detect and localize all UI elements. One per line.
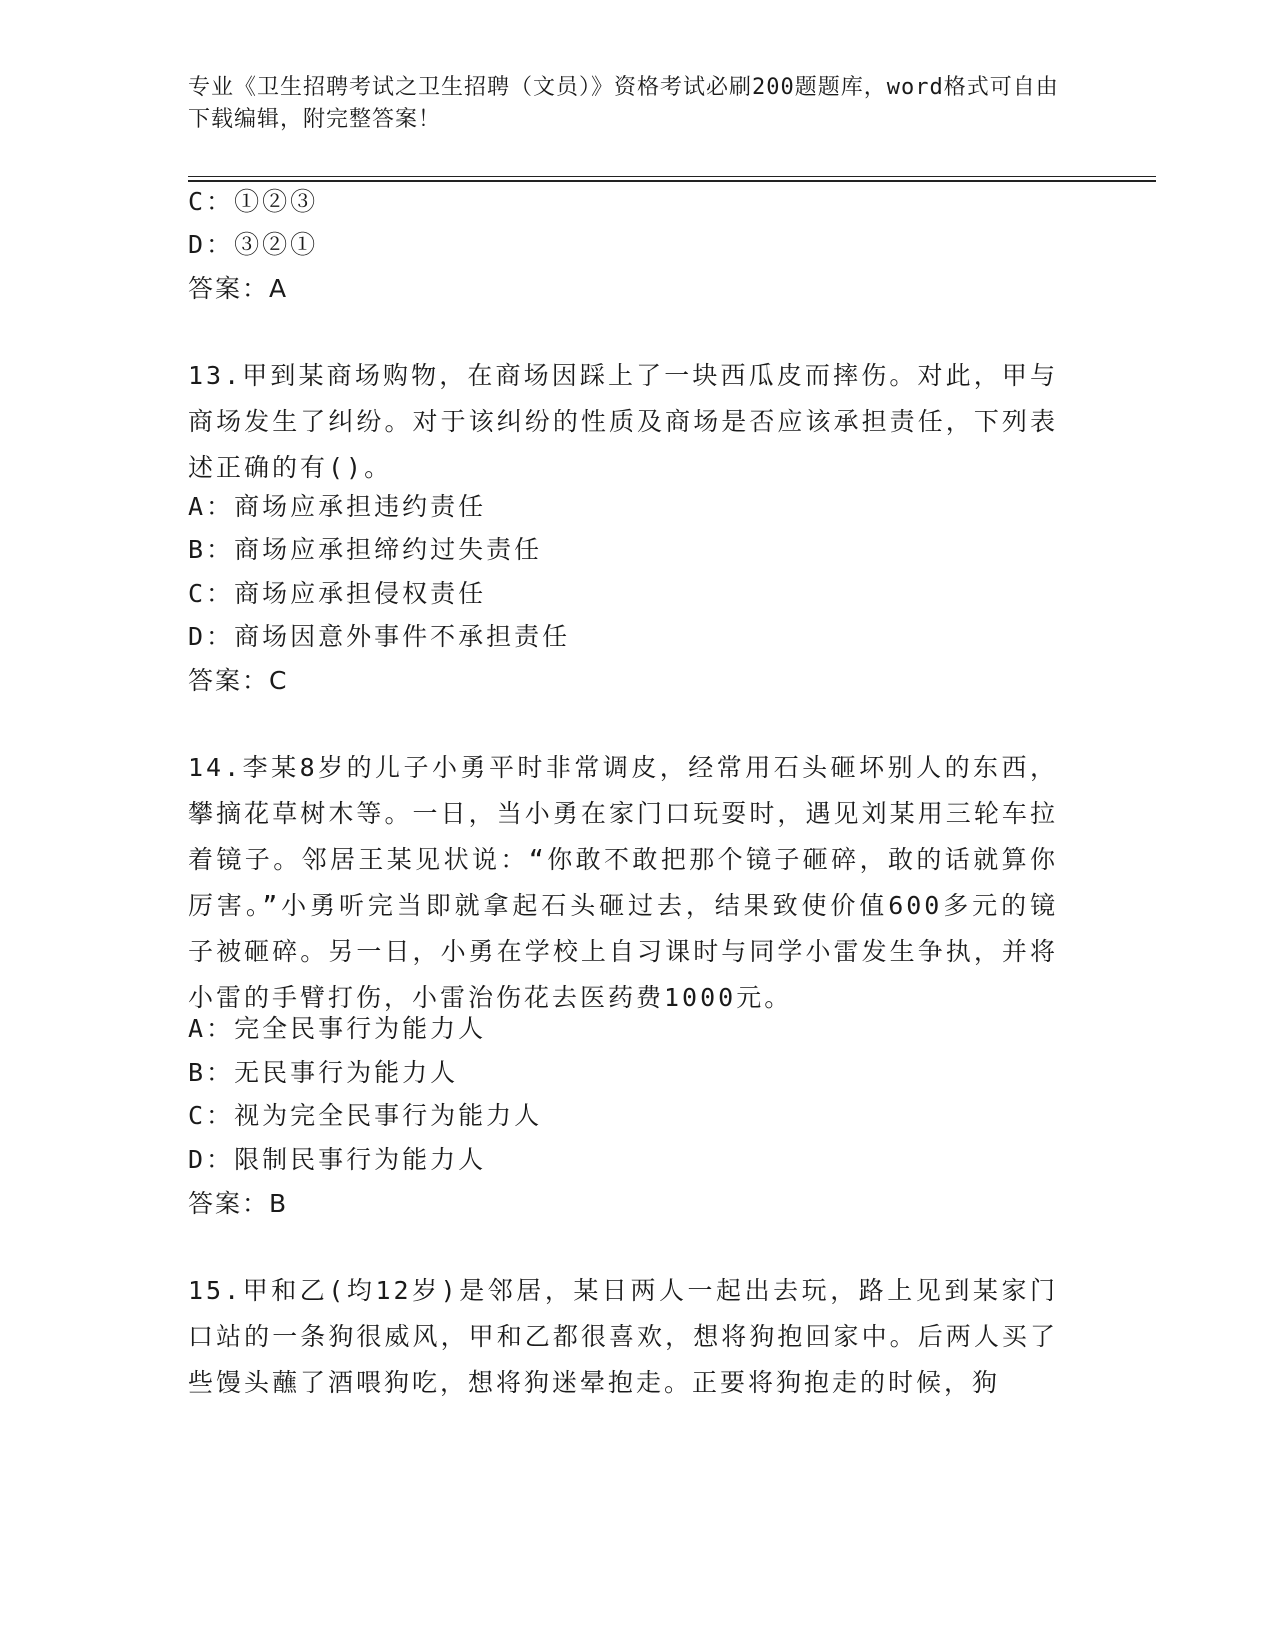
- question-14-option-d: D：限制民事行为能力人: [188, 1145, 487, 1174]
- header-divider-thin: [188, 176, 1156, 177]
- question-13-option-b: B：商场应承担缔约过失责任: [188, 535, 543, 564]
- question-14-option-c: C：视为完全民事行为能力人: [188, 1101, 543, 1130]
- question-13-answer: 答案：C: [188, 666, 289, 695]
- option-c: C：①②③: [188, 187, 319, 216]
- question-14-answer: 答案：B: [188, 1189, 289, 1218]
- header-title: 专业《卫生招聘考试之卫生招聘（文员）》资格考试必刷200题题库，word格式可自由下载编辑，附完整答案！: [188, 75, 1059, 132]
- answer-line: 答案：A: [188, 274, 289, 303]
- question-13-option-c: C：商场应承担侵权责任: [188, 579, 487, 608]
- option-d: D：③②①: [188, 230, 319, 259]
- question-13-option-a: A：商场应承担违约责任: [188, 492, 487, 521]
- header-divider-thick: [188, 180, 1156, 182]
- question-13-stem: 13.甲到某商场购物，在商场因踩上了一块西瓜皮而摔伤。对此，甲与商场发生了纠纷。对于该纠纷的性质及商场是否应该承担责任，下列表述正确的有()。: [188, 361, 1058, 482]
- question-15-stem: 15.甲和乙(均12岁)是邻居，某日两人一起出去玩，路上见到某家门口站的一条狗很威风，甲和乙都很喜欢，想将狗抱回家中。后两人买了些馒头蘸了酒喂狗吃，想将狗迷晕抱走。正要将狗抱走的时候，狗: [188, 1276, 1058, 1397]
- question-14-option-b: B：无民事行为能力人: [188, 1058, 459, 1087]
- document-header: [188, 72, 1068, 136]
- question-13-option-d: D：商场因意外事件不承担责任: [188, 622, 571, 651]
- question-14-stem: 14.李某8岁的儿子小勇平时非常调皮，经常用石头砸坏别人的东西，攀摘花草树木等。一日，当小勇在家门口玩耍时，遇见刘某用三轮车拉着镜子。邻居王某见状说：“你敢不敢把那个镜子砸碎，敢的话就算你厉害。”小勇听完当即就拿起石头砸过去，结果致使价值600多元的镜子被砸碎。另一日，小勇在学校上自习课时与同学小雷发生争执，并将小雷的手臂打伤，小雷治伤花去医药费1000元。: [188, 753, 1058, 1012]
- question-14-option-a: A：完全民事行为能力人: [188, 1014, 487, 1043]
